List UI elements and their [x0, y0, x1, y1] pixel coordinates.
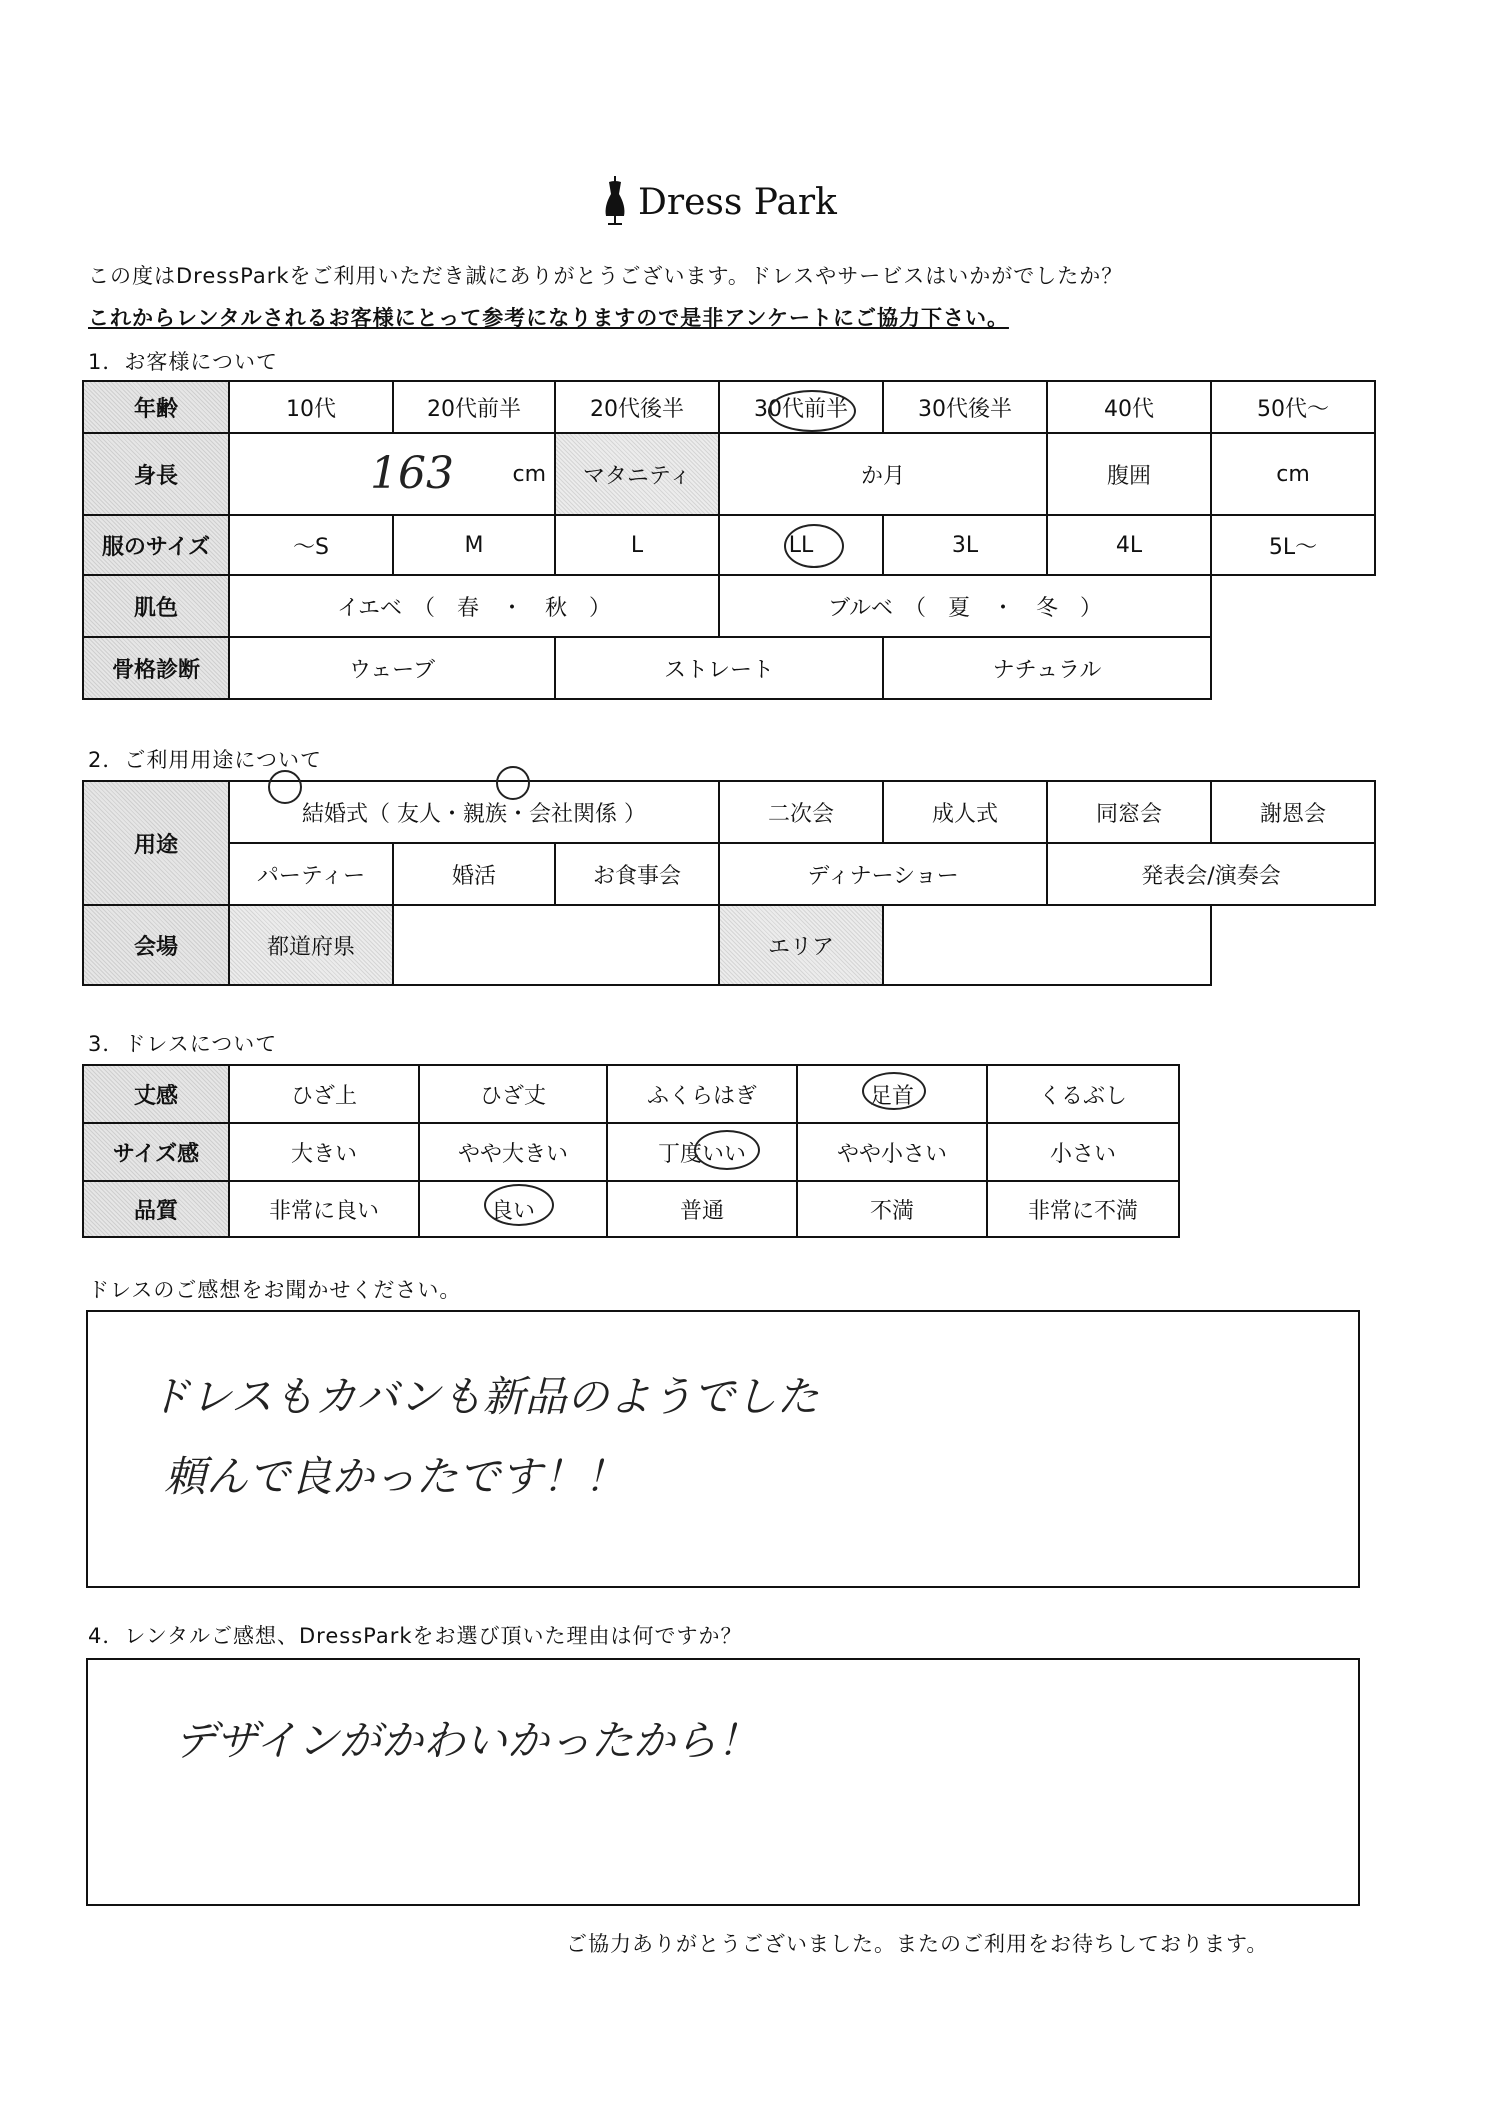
reason-answer: デザインがかわいかったから！ [174, 1716, 760, 1765]
empty-cell [1211, 575, 1375, 637]
section-2-title: 2．ご利用用途について [88, 748, 322, 772]
purpose-option[interactable]: 発表会/演奏会 [1047, 843, 1375, 905]
section-4-title: 4．レンタルご感想、DressParkをお選び頂いた理由は何ですか？ [88, 1624, 743, 1648]
month-unit: か月 [860, 463, 905, 489]
size-option-selected[interactable]: LL [719, 515, 883, 575]
selection-circle [784, 524, 844, 568]
skin-blue-option[interactable]: ブルベ （ 夏 ・ 冬 ） [719, 575, 1211, 637]
skin-label: 肌色 [83, 575, 229, 637]
selection-circle [862, 1072, 926, 1110]
section-3-title: 3．ドレスについて [88, 1032, 278, 1056]
skin-row [83, 575, 1375, 637]
purpose-option-wedding[interactable]: 結婚式（ 友人・親族・会社関係 ） [229, 781, 719, 843]
age-option-selected[interactable]: 30代前半 [719, 381, 883, 433]
size-option[interactable]: 〜S [229, 515, 393, 575]
dress-table [82, 1064, 1180, 1238]
age-label: 年齢 [83, 381, 229, 433]
waist-unit: cm [1276, 461, 1310, 487]
impressions-line-2: 頼んで良かったです！！ [164, 1452, 627, 1501]
bone-row [83, 637, 1375, 699]
length-option[interactable]: ひざ丈 [419, 1065, 607, 1123]
quality-option[interactable]: 非常に良い [229, 1181, 419, 1237]
venue-label: 会場 [83, 905, 229, 985]
purpose-label: 用途 [83, 781, 229, 905]
area-input[interactable] [883, 905, 1211, 985]
prefecture-label: 都道府県 [229, 905, 393, 985]
age-row [83, 381, 1375, 433]
skin-yellow-option[interactable]: イエベ （ 春 ・ 秋 ） [229, 575, 719, 637]
waist-label: 腹囲 [1047, 433, 1211, 515]
purpose-row-2 [83, 843, 1375, 905]
purpose-option[interactable]: 謝恩会 [1211, 781, 1375, 843]
size-row [83, 515, 1375, 575]
intro-line-1: この度はDressParkをご利用いただき誠にありがとうございます。ドレスやサービスはいかがでしたか？ [88, 264, 1124, 288]
area-label: エリア [719, 905, 883, 985]
fit-option[interactable]: やや大きい [419, 1123, 607, 1181]
length-label: 丈感 [83, 1065, 229, 1123]
purpose-option[interactable]: 成人式 [883, 781, 1047, 843]
fit-option-selected[interactable]: 丁度いい [607, 1123, 797, 1181]
empty-cell [1211, 637, 1375, 699]
maternity-label: マタニティ [555, 433, 719, 515]
age-option[interactable]: 30代後半 [883, 381, 1047, 433]
empty-cell [1211, 905, 1375, 985]
purpose-table [82, 780, 1376, 986]
age-option[interactable]: 10代 [229, 381, 393, 433]
height-row [83, 433, 1375, 515]
height-field[interactable] [229, 433, 555, 515]
waist-field[interactable] [1211, 433, 1375, 515]
prefecture-input[interactable] [393, 905, 719, 985]
selection-circle [268, 770, 302, 804]
quality-label: 品質 [83, 1181, 229, 1237]
impressions-box[interactable] [86, 1310, 1360, 1588]
purpose-option[interactable]: お食事会 [555, 843, 719, 905]
impressions-title: ドレスのご感想をお聞かせください。 [88, 1278, 462, 1302]
length-option[interactable]: ひざ上 [229, 1065, 419, 1123]
size-option[interactable]: M [393, 515, 555, 575]
reason-box[interactable] [86, 1658, 1360, 1906]
dresspark-logo [600, 176, 840, 226]
length-option[interactable]: ふくらはぎ [607, 1065, 797, 1123]
bone-option[interactable]: ウェーブ [229, 637, 555, 699]
fit-option[interactable]: 大きい [229, 1123, 419, 1181]
dress-form-icon [600, 176, 630, 226]
bone-option[interactable]: ストレート [555, 637, 883, 699]
quality-option-selected[interactable]: 良い [419, 1181, 607, 1237]
intro-line-2: これからレンタルされるお客様にとって参考になりますので是非アンケートにご協力下さい。 [88, 306, 1009, 330]
fit-label: サイズ感 [83, 1123, 229, 1181]
height-value: 163 [370, 448, 454, 499]
length-option[interactable]: くるぶし [987, 1065, 1179, 1123]
size-option[interactable]: 3L [883, 515, 1047, 575]
bone-label: 骨格診断 [83, 637, 229, 699]
purpose-option[interactable]: 同窓会 [1047, 781, 1211, 843]
height-label: 身長 [83, 433, 229, 515]
section-1-title: 1．お客様について [88, 350, 278, 374]
age-option[interactable]: 20代前半 [393, 381, 555, 433]
age-option[interactable]: 20代後半 [555, 381, 719, 433]
purpose-option[interactable]: パーティー [229, 843, 393, 905]
venue-row [83, 905, 1375, 985]
age-option[interactable]: 40代 [1047, 381, 1211, 433]
maternity-field[interactable] [719, 433, 1047, 515]
impressions-line-1: ドレスもカバンも新品のようでした [148, 1372, 819, 1421]
size-option[interactable]: 5L〜 [1211, 515, 1375, 575]
bone-option[interactable]: ナチュラル [883, 637, 1211, 699]
quality-option[interactable]: 普通 [607, 1181, 797, 1237]
height-unit: cm [512, 461, 546, 487]
customer-table [82, 380, 1376, 700]
purpose-option[interactable]: ディナーショー [719, 843, 1047, 905]
length-row [83, 1065, 1179, 1123]
selection-circle [496, 766, 530, 800]
fit-row [83, 1123, 1179, 1181]
selection-circle [484, 1184, 554, 1226]
quality-row [83, 1181, 1179, 1237]
quality-option[interactable]: 非常に不満 [987, 1181, 1179, 1237]
selection-circle [694, 1130, 760, 1170]
size-label: 服のサイズ [83, 515, 229, 575]
purpose-option[interactable]: 二次会 [719, 781, 883, 843]
logo-text: Dress Park [638, 182, 837, 223]
size-option[interactable]: L [555, 515, 719, 575]
selection-circle [768, 390, 856, 432]
fit-option[interactable]: 小さい [987, 1123, 1179, 1181]
size-option[interactable]: 4L [1047, 515, 1211, 575]
quality-option[interactable]: 不満 [797, 1181, 987, 1237]
thanks-message: ご協力ありがとうございました。またのご利用をお待ちしております。 [566, 1932, 1269, 1956]
purpose-option[interactable]: 婚活 [393, 843, 555, 905]
age-option[interactable]: 50代〜 [1211, 381, 1375, 433]
fit-option[interactable]: やや小さい [797, 1123, 987, 1181]
length-option-selected[interactable]: 足首 [797, 1065, 987, 1123]
